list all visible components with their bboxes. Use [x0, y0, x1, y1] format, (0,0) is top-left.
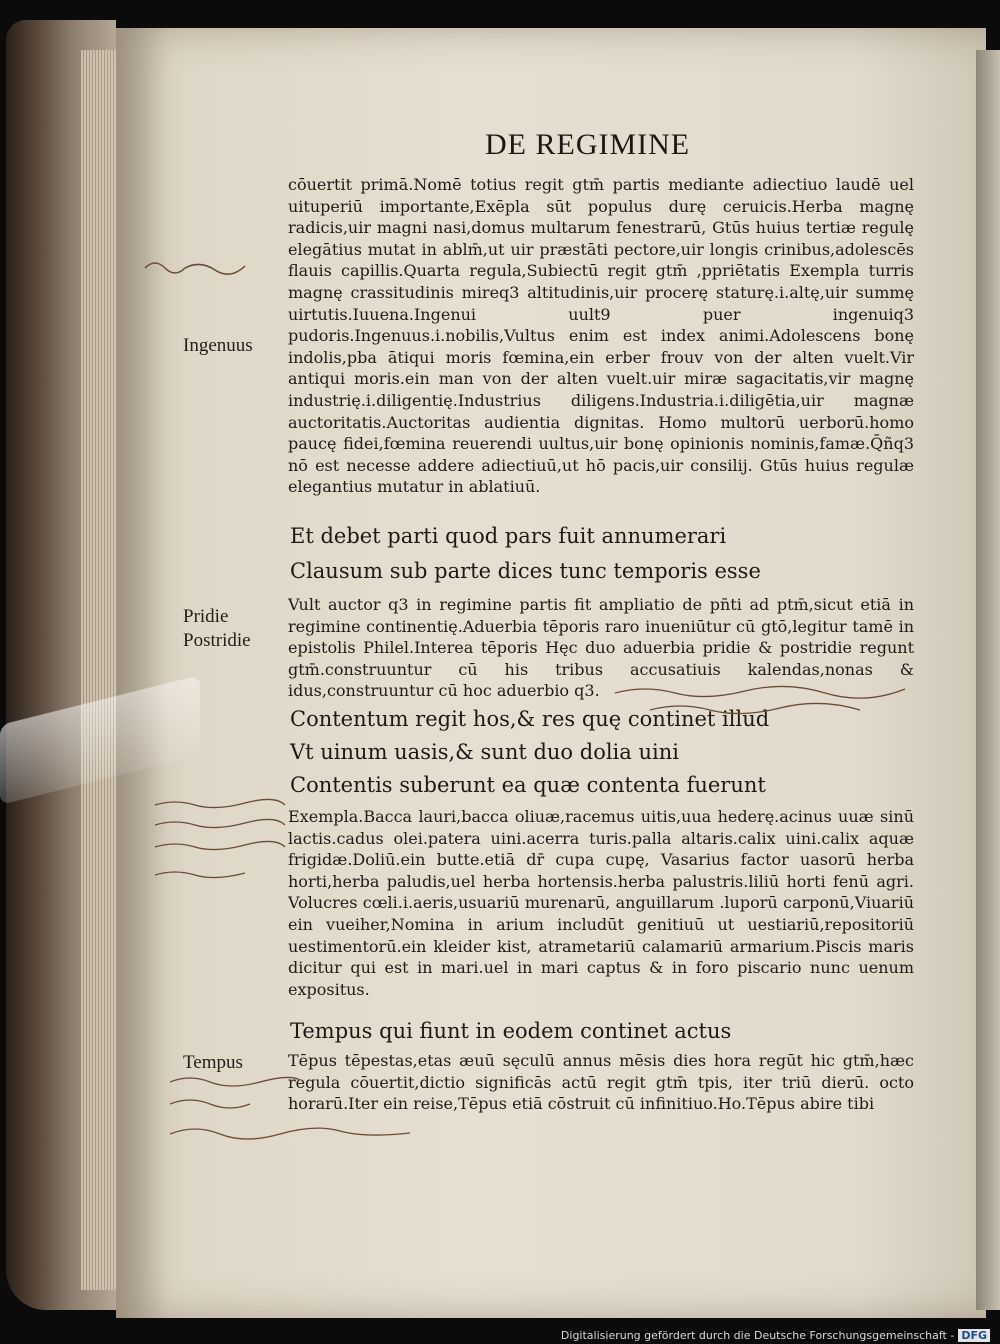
handwritten-annotation — [140, 250, 270, 280]
running-head: DE REGIMINE — [485, 128, 691, 161]
credit-text: Digitalisierung gefördert durch die Deutsche Forschungsgemeinschaft - — [560, 1329, 955, 1342]
verse-line-3: Contentum regit hos,& res quę continet illud — [290, 707, 770, 731]
side-note-tempus: Tempus — [183, 1052, 243, 1073]
verse-line-2: Clausum sub parte dices tunc temporis esse — [290, 559, 761, 583]
verse-line-1: Et debet parti quod pars fuit annumerari — [290, 524, 727, 548]
side-note-ingenuus: Ingenuus — [183, 335, 253, 356]
digitization-credit — [561, 1329, 990, 1342]
text-block-4: Tēpus tēpestas,etas æuū sęculū annus mēsis dies hora regūt hic gtm̄,hæc regula cōuertit,dictio significās actū regit gtm̄ tpis, iter triū dierū. octo horarū.Iter ein reise,Tēpus etiā cōstruit cū infinitiuo.Ho.Tēpus abire tibi — [288, 1051, 914, 1114]
side-note-pridie: Pridie — [183, 606, 229, 627]
handwritten-bottom-notes — [165, 1072, 485, 1152]
verse-line-6: Tempus qui fiunt in eodem continet actus — [290, 1019, 732, 1043]
book-spine-edge — [6, 20, 116, 1310]
verse-line-5: Contentis suberunt ea quæ contenta fuerunt — [290, 773, 766, 797]
verse-line-4: Vt uinum uasis,& sunt duo dolia uini — [290, 740, 679, 764]
dfg-logo: DFG — [958, 1329, 990, 1342]
handwritten-margin-notes — [150, 795, 290, 895]
text-block-1: cōuertit primā.Nomē totius regit gtm̄ partis mediante adiectiuo laudē uel uituperiū importante,Exēpla sūt populus durę ceruicis.Herba magnę radicis,uir magni nasi,domus multarum fenestrarū, Gtūs huius tertiæ regulę elegātius mutat in ablm̄,ut uir præstāti pectore,uir longis crinibus,adolescēs flauis capillis.Quarta regula,Subiectū regit gtm̄ ,ppriētatis Exempla turris magnę crassitudinis mireq3 altitudinis,uir procerę staturę.i.altę,uir summę uirtutis.Iuuena.Ingenui uult9 puer ingenuiq3 pudoris.Ingenuus.i.nobilis,Vultus enim est index animi.Adolescens bonę indolis,pba ātiqui moris fœmina,ein erber frouv von der alten vuelt.Vir antiqui moris.ein man von der alten vuelt.uir miræ sagacitatis,vir magnę industrię.i.diligentię.Industrius diligens.Industria.i.diligētia,uir magnæ auctoritatis.Auctoritas audientia dignitas. Homo multorū uerborū.homo paucę fidei,fœmina reuerendi uultus,uir bonę opinionis nominis,famæ.Q̄ñq3 nō est necesse addere adiectiuū,ut hō pacis,uir consilij. Gtūs huius regulæ elegantius mutatur in ablatiuū. — [288, 175, 914, 497]
handwritten-interlinear-note — [610, 678, 930, 718]
facing-page-edge — [976, 50, 1000, 1310]
page-edges — [81, 50, 116, 1290]
text-block-2: Vult auctor q3 in regimine partis fit ampliatio de pn̄ti ad ptm̄,sicut etiā in regimine continentię.Aduerbia tēporis raro inueniūtur cū gtō,legitur tamē in epistolis Philel.Interea tēporis Hęc duo aduerbia pridie & postridie regunt gtm̄.construuntur cū his tribus accusatiuis kalendas,nonas & idus,construuntur cū hoc aduerbio q3. — [288, 595, 914, 701]
text-block-3: Exempla.Bacca lauri,bacca oliuæ,racemus uitis,uua hederę.acinus uuæ sinū lactis.cadus olei.patera uini.acerra turis.palla altaris.calix uini.calix aquæ frigidæ.Doliū.ein butte.etiā dr̄ cupa cupę, Vasarius factor uasorū herba horti,herba paludis,uel herba hortensis.herba palustris.liliū horti fenū agri. Volucres cœli.i.aeris,usuariū murenarū, anguillarum .luporū carponū,Viuariū ein vueiher,Nomina in arium includūt genitiuū ut uestiariū,repositoriū uestimentorū.ein kleider kist, atrametariū calamariū armarium.Piscis maris dicitur qui est in mari.uel in mari captus & in foro piscario nunc uenum expositus. — [288, 807, 914, 999]
side-note-postridie: Postridie — [183, 630, 251, 651]
